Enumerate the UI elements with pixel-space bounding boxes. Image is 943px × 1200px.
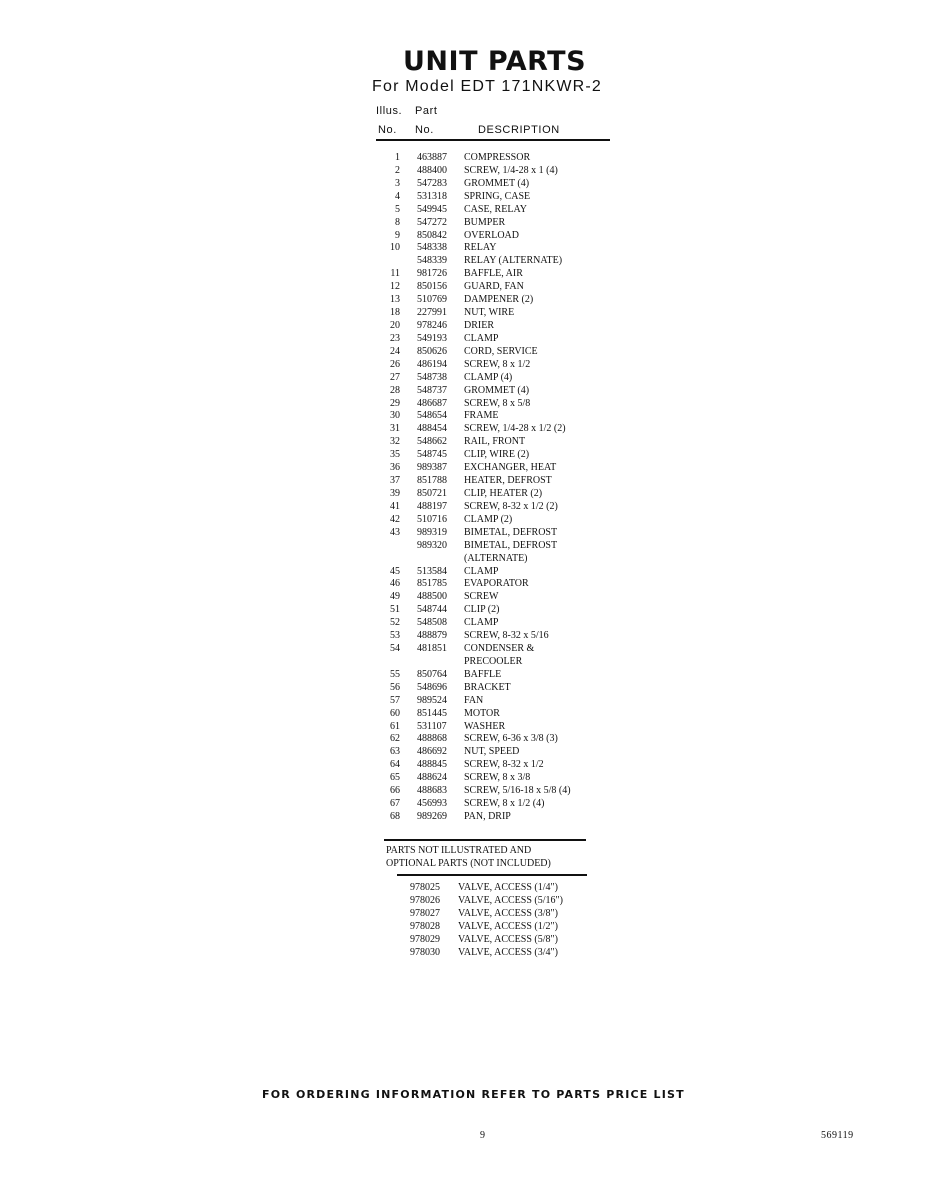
part-number: 978027: [410, 907, 440, 919]
illus-number: 24: [390, 345, 400, 357]
part-number: 989524: [417, 694, 447, 706]
part-row: [376, 488, 616, 501]
illus-number: 28: [390, 384, 400, 396]
illus-number: 37: [390, 475, 400, 487]
part-description: VALVE, ACCESS (5/8"): [458, 933, 558, 945]
illus-number: 18: [390, 307, 400, 319]
part-description: CLIP (2): [464, 604, 500, 616]
part-description: VALVE, ACCESS (3/4"): [458, 946, 558, 958]
illus-number: 64: [390, 759, 400, 771]
illus-number: 56: [390, 681, 400, 693]
part-number: 548662: [417, 436, 447, 448]
part-description: EVAPORATOR: [464, 578, 529, 590]
part-number: 488868: [417, 733, 447, 745]
part-number: 850156: [417, 281, 447, 293]
part-number: 488454: [417, 423, 447, 435]
part-row: [376, 540, 616, 553]
part-row: [376, 527, 616, 540]
document-number: 569119: [821, 1130, 854, 1141]
part-number: 548338: [417, 242, 447, 254]
part-description: SCREW: [464, 591, 499, 603]
part-number: 488845: [417, 759, 447, 771]
part-number: 510716: [417, 513, 447, 525]
illus-number: 57: [390, 694, 400, 706]
illus-number: 60: [390, 707, 400, 719]
part-number: 531318: [417, 190, 447, 202]
optional-part-row: [410, 908, 610, 921]
illus-number: 27: [390, 371, 400, 383]
part-number: 548738: [417, 371, 447, 383]
optional-part-row: [410, 921, 610, 934]
part-description: GUARD, FAN: [464, 281, 524, 293]
part-description: SCREW, 8 x 3/8: [464, 772, 531, 784]
part-description: (ALTERNATE): [464, 552, 528, 564]
illus-number: 32: [390, 436, 400, 448]
illus-number: 53: [390, 630, 400, 642]
illus-number: 41: [390, 500, 400, 512]
part-number: 510769: [417, 294, 447, 306]
part-description: COMPRESSOR: [464, 152, 531, 163]
part-description: FRAME: [464, 410, 499, 422]
part-description: RELAY (ALTERNATE): [464, 255, 563, 267]
part-description: VALVE, ACCESS (3/8"): [458, 907, 558, 919]
note-line-1: PARTS NOT ILLUSTRATED AND: [386, 845, 532, 856]
part-number: 989269: [417, 811, 447, 823]
part-description: MOTOR: [464, 707, 500, 719]
optional-part-row: [410, 882, 610, 895]
part-number: 851788: [417, 475, 447, 487]
part-description: SCREW, 6-36 x 3/8 (3): [464, 733, 558, 745]
part-number: 488400: [417, 164, 447, 176]
part-row: [376, 436, 616, 449]
illus-number: 35: [390, 449, 400, 461]
illus-number: 9: [395, 229, 400, 241]
part-description: SCREW, 1/4-28 x 1 (4): [464, 164, 558, 176]
part-description: BRACKET: [464, 681, 511, 693]
illus-number: 54: [390, 643, 400, 655]
part-description: OVERLOAD: [464, 229, 519, 241]
part-number: 547272: [417, 216, 447, 228]
description-header: DESCRIPTION: [478, 124, 560, 136]
part-row: [376, 514, 616, 527]
illus-number: 36: [390, 462, 400, 474]
illus-number: 61: [390, 720, 400, 732]
part-row: [376, 708, 616, 721]
part-description: FAN: [464, 694, 484, 706]
part-row: [376, 811, 616, 824]
part-row: [376, 398, 616, 411]
part-number: 850721: [417, 487, 447, 499]
part-description: BAFFLE: [464, 668, 502, 680]
part-row: [376, 759, 616, 772]
illus-number: 67: [390, 798, 400, 810]
part-description: CLAMP: [464, 617, 499, 629]
part-number: 850764: [417, 668, 447, 680]
part-number: 548654: [417, 410, 447, 422]
optional-part-row: [410, 934, 610, 947]
part-number: 227991: [417, 307, 447, 319]
part-number: 978026: [410, 894, 440, 906]
illus-number: 51: [390, 604, 400, 616]
illus-number: 10: [390, 242, 400, 254]
part-number: 850842: [417, 229, 447, 241]
part-description: WASHER: [464, 720, 506, 732]
part-description: CLAMP: [464, 565, 499, 577]
part-row: [376, 333, 616, 346]
part-number: 548737: [417, 384, 447, 396]
part-number: 488624: [417, 772, 447, 784]
part-row: [376, 320, 616, 333]
part-row: [376, 553, 616, 566]
illus-number: 66: [390, 785, 400, 797]
part-description: BAFFLE, AIR: [464, 268, 523, 280]
part-description: VALVE, ACCESS (5/16"): [458, 894, 563, 906]
part-description: CLIP, HEATER (2): [464, 487, 543, 499]
illus-number: 49: [390, 591, 400, 603]
part-number: 851785: [417, 578, 447, 590]
part-description: NUT, WIRE: [464, 307, 515, 319]
part-row: [376, 656, 616, 669]
part-description: SCREW, 8-32 x 1/2 (2): [464, 500, 558, 512]
part-row: [376, 772, 616, 785]
part-row: [376, 798, 616, 811]
illus-number: 52: [390, 617, 400, 629]
part-row: [376, 268, 616, 281]
part-number: 978028: [410, 920, 440, 932]
part-row: [376, 204, 616, 217]
part-number: 481851: [417, 643, 447, 655]
page-number: 9: [480, 1130, 485, 1141]
illus-number: 45: [390, 565, 400, 577]
part-row: [376, 165, 616, 178]
part-row: [376, 785, 616, 798]
part-row: [376, 178, 616, 191]
part-row: [376, 217, 616, 230]
page-title: UNIT PARTS: [403, 46, 587, 77]
illus-number: 30: [390, 410, 400, 422]
part-number: 486687: [417, 397, 447, 409]
part-row: [376, 501, 616, 514]
part-number: 548745: [417, 449, 447, 461]
part-row: [376, 230, 616, 243]
part-number: 548696: [417, 681, 447, 693]
part-number: 488500: [417, 591, 447, 603]
part-description: CLAMP: [464, 332, 499, 344]
part-row: [376, 255, 616, 268]
optional-parts-table: [410, 882, 610, 960]
part-number: 486194: [417, 358, 447, 370]
part-description: SCREW, 8 x 1/2: [464, 358, 531, 370]
illus-number: 20: [390, 319, 400, 331]
illus-number: 31: [390, 423, 400, 435]
part-description: VALVE, ACCESS (1/4"): [458, 882, 558, 893]
part-row: [376, 746, 616, 759]
part-row: [376, 152, 616, 165]
part-description: RELAY: [464, 242, 497, 254]
part-description: DAMPENER (2): [464, 294, 534, 306]
part-number: 989319: [417, 526, 447, 538]
illus-number: 5: [395, 203, 400, 215]
part-row: [376, 372, 616, 385]
illus-number: 46: [390, 578, 400, 590]
illus-number: 62: [390, 733, 400, 745]
part-row: [376, 191, 616, 204]
part-description: SCREW, 1/4-28 x 1/2 (2): [464, 423, 566, 435]
optional-part-row: [410, 895, 610, 908]
illus-number: 55: [390, 668, 400, 680]
part-description: CLIP, WIRE (2): [464, 449, 530, 461]
illus-number: 42: [390, 513, 400, 525]
part-row: [376, 566, 616, 579]
illus-no-header: No.: [378, 124, 397, 136]
illus-number: 1: [395, 152, 400, 163]
header-rule: [376, 139, 610, 141]
part-description: SCREW, 8-32 x 5/16: [464, 630, 549, 642]
part-description: CLAMP (4): [464, 371, 513, 383]
illus-number: 23: [390, 332, 400, 344]
part-row: [376, 294, 616, 307]
part-number: 463887: [417, 152, 447, 163]
part-description: SCREW, 8 x 1/2 (4): [464, 798, 545, 810]
illus-number: 11: [390, 268, 400, 280]
part-description: BIMETAL, DEFROST: [464, 539, 558, 551]
part-row: [376, 385, 616, 398]
illus-number: 63: [390, 746, 400, 758]
part-description: RAIL, FRONT: [464, 436, 526, 448]
illus-number: 65: [390, 772, 400, 784]
illus-header-top: Illus.: [376, 105, 403, 117]
part-description: SCREW, 5/16-18 x 5/8 (4): [464, 785, 571, 797]
part-row: [376, 591, 616, 604]
optional-rule: [397, 874, 587, 876]
part-row: [376, 643, 616, 656]
part-description: SPRING, CASE: [464, 190, 531, 202]
part-description: GROMMET (4): [464, 177, 530, 189]
part-row: [376, 682, 616, 695]
part-description: BIMETAL, DEFROST: [464, 526, 558, 538]
part-row: [376, 462, 616, 475]
part-row: [376, 346, 616, 359]
illus-number: 39: [390, 487, 400, 499]
part-description: PAN, DRIP: [464, 811, 511, 823]
part-description: EXCHANGER, HEAT: [464, 462, 557, 474]
part-number: 978246: [417, 319, 447, 331]
part-description: PRECOOLER: [464, 655, 523, 667]
part-number: 456993: [417, 798, 447, 810]
part-number: 548508: [417, 617, 447, 629]
part-number: 486692: [417, 746, 447, 758]
part-description: CONDENSER &: [464, 643, 535, 655]
part-row: [376, 423, 616, 436]
part-description: CORD, SERVICE: [464, 345, 538, 357]
part-row: [376, 242, 616, 255]
illus-number: 68: [390, 811, 400, 823]
part-number: 851445: [417, 707, 447, 719]
part-description: HEATER, DEFROST: [464, 475, 552, 487]
part-number: 531107: [417, 720, 447, 732]
part-number: 978030: [410, 946, 440, 958]
part-number: 488683: [417, 785, 447, 797]
part-no-header: No.: [415, 124, 434, 136]
part-description: CASE, RELAY: [464, 203, 527, 215]
illus-number: 2: [395, 164, 400, 176]
part-row: [376, 578, 616, 591]
part-number: 850626: [417, 345, 447, 357]
illus-number: 8: [395, 216, 400, 228]
part-description: CLAMP (2): [464, 513, 513, 525]
part-row: [376, 617, 616, 630]
part-row: [376, 281, 616, 294]
illus-number: 43: [390, 526, 400, 538]
part-number: 547283: [417, 177, 447, 189]
part-row: [376, 307, 616, 320]
part-description: VALVE, ACCESS (1/2"): [458, 920, 558, 932]
parts-table: [376, 152, 616, 824]
part-number: 548744: [417, 604, 447, 616]
part-description: SCREW, 8-32 x 1/2: [464, 759, 544, 771]
model-subtitle: For Model EDT 171NKWR-2: [372, 78, 603, 95]
part-row: [376, 604, 616, 617]
part-number: 989320: [417, 539, 447, 551]
part-number: 548339: [417, 255, 447, 267]
note-line-2: OPTIONAL PARTS (NOT INCLUDED): [386, 858, 551, 869]
illus-number: 26: [390, 358, 400, 370]
optional-part-row: [410, 947, 610, 960]
part-number: 989387: [417, 462, 447, 474]
part-number: 488197: [417, 500, 447, 512]
part-number: 981726: [417, 268, 447, 280]
part-description: SCREW, 8 x 5/8: [464, 397, 531, 409]
part-number: 549945: [417, 203, 447, 215]
part-row: [376, 449, 616, 462]
part-number: 549193: [417, 332, 447, 344]
illus-number: 4: [395, 190, 400, 202]
illus-number: 29: [390, 397, 400, 409]
part-number: 978029: [410, 933, 440, 945]
part-row: [376, 733, 616, 746]
part-row: [376, 475, 616, 488]
illus-number: 13: [390, 294, 400, 306]
part-description: BUMPER: [464, 216, 506, 228]
section-rule: [384, 839, 586, 841]
part-row: [376, 669, 616, 682]
ordering-footer: FOR ORDERING INFORMATION REFER TO PARTS PRICE LIST: [262, 1088, 685, 1101]
part-number: 488879: [417, 630, 447, 642]
part-row: [376, 630, 616, 643]
illus-number: 3: [395, 177, 400, 189]
illus-number: 12: [390, 281, 400, 293]
part-row: [376, 721, 616, 734]
part-description: NUT, SPEED: [464, 746, 520, 758]
part-row: [376, 359, 616, 372]
part-description: GROMMET (4): [464, 384, 530, 396]
part-description: DRIER: [464, 319, 494, 331]
part-header-top: Part: [415, 105, 438, 117]
part-number: 978025: [410, 882, 440, 893]
part-number: 513584: [417, 565, 447, 577]
part-row: [376, 410, 616, 423]
part-row: [376, 695, 616, 708]
